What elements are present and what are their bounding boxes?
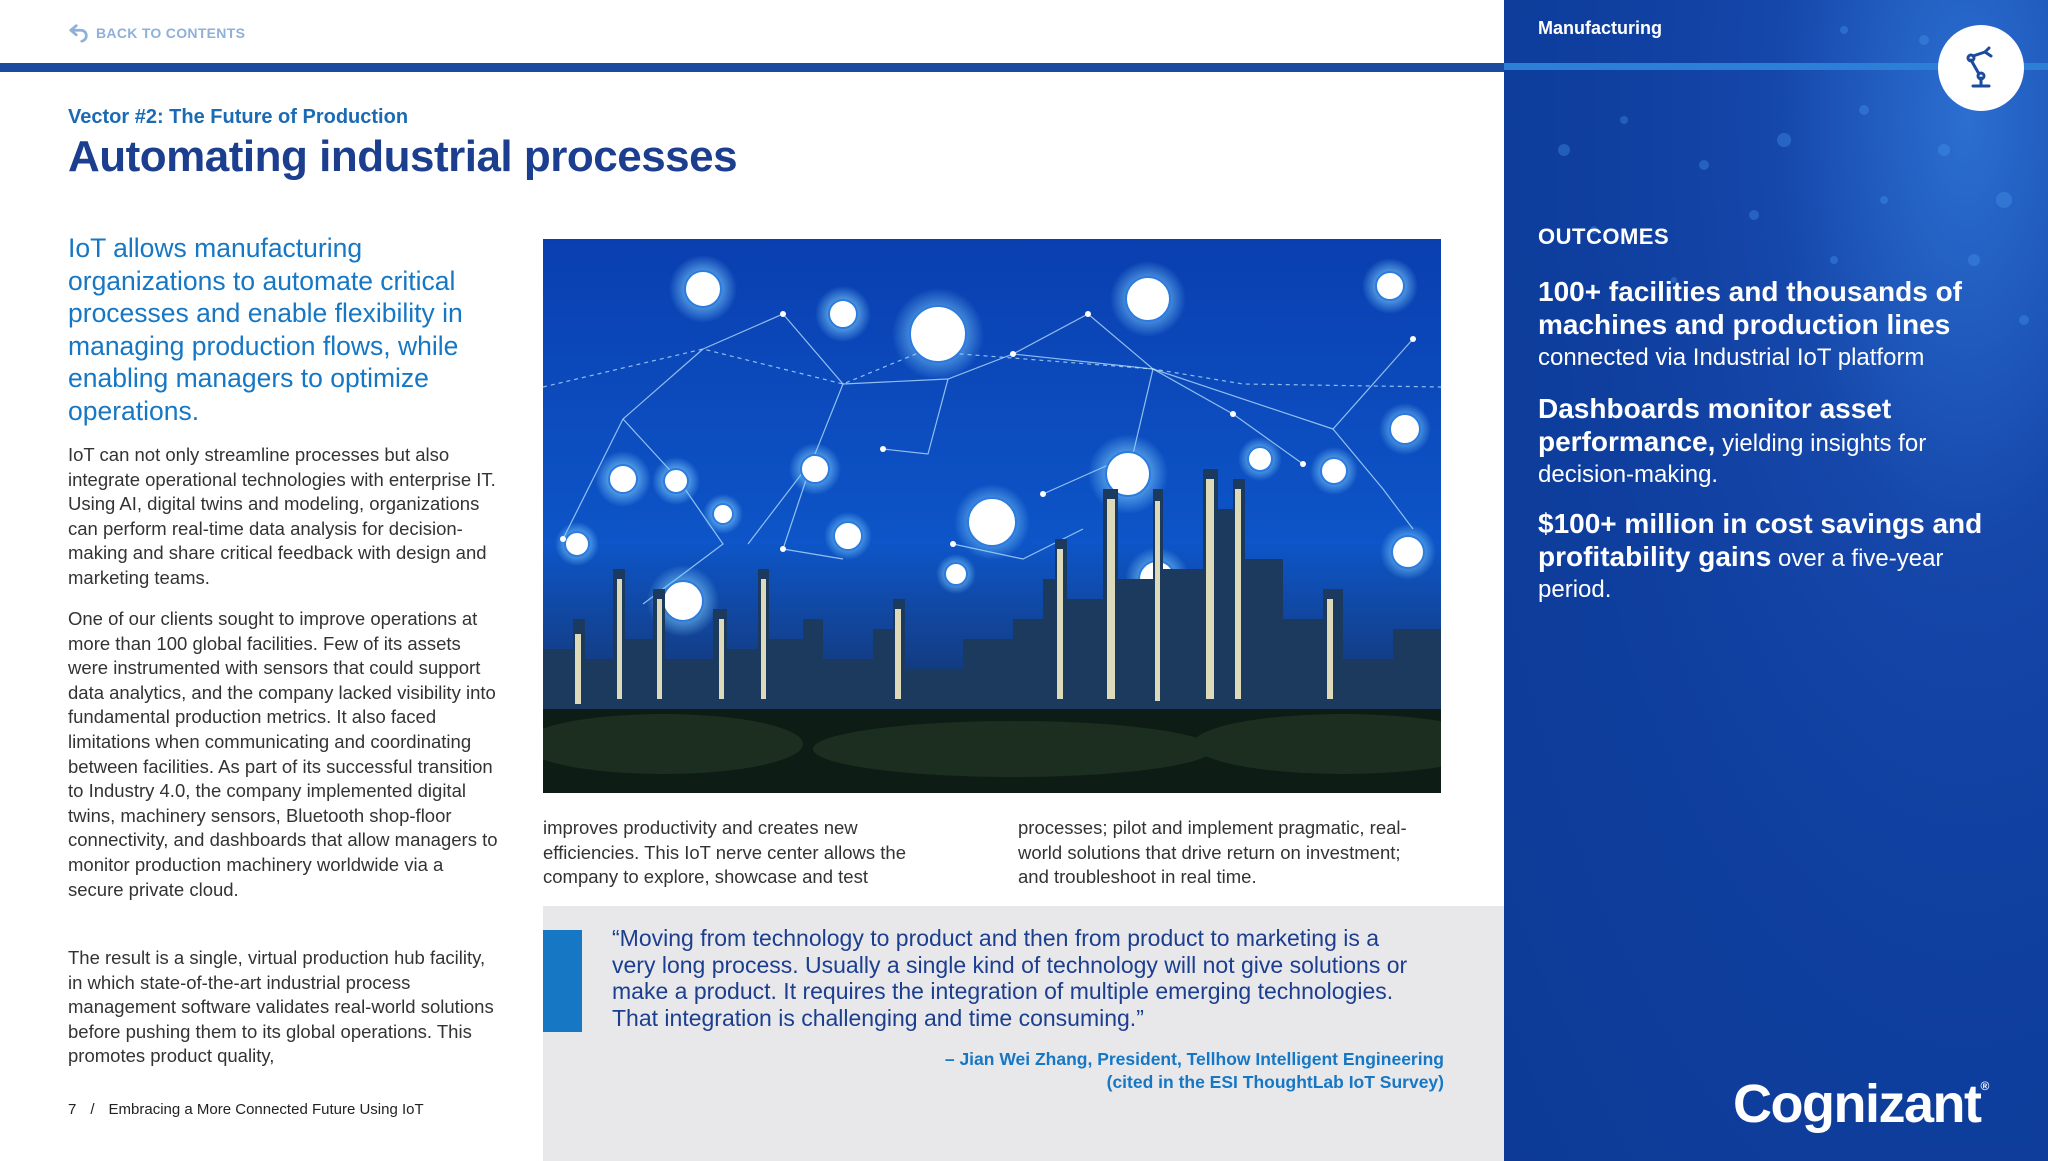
attribution-line-2: (cited in the ESI ThoughtLab IoT Survey) <box>1106 1072 1444 1092</box>
robotic-arm-icon <box>1938 25 2024 111</box>
back-arrow-icon <box>68 22 90 44</box>
outcome-2-highlight: Dashboards monitor asset performance, <box>1538 393 1892 457</box>
outcome-1-detail: connected via Industrial IoT platform <box>1538 344 1925 371</box>
quote-accent-bar <box>543 930 582 1032</box>
section-kicker: Vector #2: The Future of Production <box>68 106 409 128</box>
body-column-3: processes; pilot and implement pragmatic, real-world solutions that drive return on investment; and troubleshoot in real time. <box>1018 817 1407 888</box>
outcome-3-detail: over a five-year period. <box>1538 545 1944 603</box>
page-number: 7 <box>68 1101 77 1118</box>
outcomes-heading: OUTCOMES <box>1538 224 1670 249</box>
outcome-3-highlight: $100+ million in cost savings and profitability gains <box>1538 508 1983 572</box>
logo-wordmark: Cognizant <box>1733 1074 1981 1134</box>
outcome-1-highlight: 100+ facilities and thousands of machines and production lines <box>1538 276 1963 340</box>
header-rule <box>0 63 1504 72</box>
pull-quote: “Moving from technology to product and then from product to marketing is a very long process. Usually a single kind of technology will not give solutions or make a product. It requires the integration of multiple emerging technologies. That integration is challenging and time consuming.” <box>612 925 1408 1031</box>
document-title: Embracing a More Connected Future Using IoT <box>108 1101 424 1118</box>
body-paragraph-1: IoT can not only streamline processes but also integrate operational technologies with enterprise IT. Using AI, digital twins and modeling, organizations can perform real-time data analysis for decision-making and share critical feedback with design and marketing teams. <box>68 444 496 588</box>
quote-attribution <box>612 1048 1444 1094</box>
body-column-2: improves productivity and creates new efficiencies. This IoT nerve center allows the company to explore, showcase and test <box>543 817 906 888</box>
sidebar-section-label: Manufacturing <box>1538 18 1662 38</box>
attribution-line-1: – Jian Wei Zhang, President, Tellhow Intelligent Engineering <box>944 1049 1444 1069</box>
body-paragraph-2: One of our clients sought to improve operations at more than 100 global facilities. Few of its assets were instrumented with sensors that could support data analytics, and the company lacked visibility into fundamental production metrics. It also faced limitations when communicating and coordinating between facilities. As part of its successful transition to Industry 4.0, the company implemented digital twins, machinery sensors, Bluetooth shop-floor connectivity, and dashboards that allow managers to monitor production machinery worldwide via a secure private cloud. <box>68 608 498 900</box>
outcome-item-2 <box>1538 393 2008 490</box>
back-to-contents-link[interactable] <box>68 22 245 44</box>
logo-registered-mark: ® <box>1980 1079 1988 1093</box>
page-title: Automating industrial processes <box>68 132 738 181</box>
footer-separator: / <box>90 1101 95 1118</box>
body-paragraph-3: The result is a single, virtual production hub facility, in which state-of-the-art industrial process management software validates real-world solutions before pushing them to its global operations. This promotes product quality, <box>68 947 494 1067</box>
outcome-item-3 <box>1538 508 2008 605</box>
back-to-contents-label: BACK TO CONTENTS <box>96 25 246 41</box>
iot-factory-image <box>543 239 1441 793</box>
cognizant-logo <box>1733 1073 1988 1135</box>
outcome-2-detail: yielding insights for decision-making. <box>1538 430 1927 488</box>
lead-paragraph: IoT allows manufacturing organizations to automate critical processes and enable flexibility in managing production flows, while enabling managers to optimize operations. <box>68 233 463 426</box>
footer <box>68 1101 424 1118</box>
outcome-item-1 <box>1538 276 2008 373</box>
